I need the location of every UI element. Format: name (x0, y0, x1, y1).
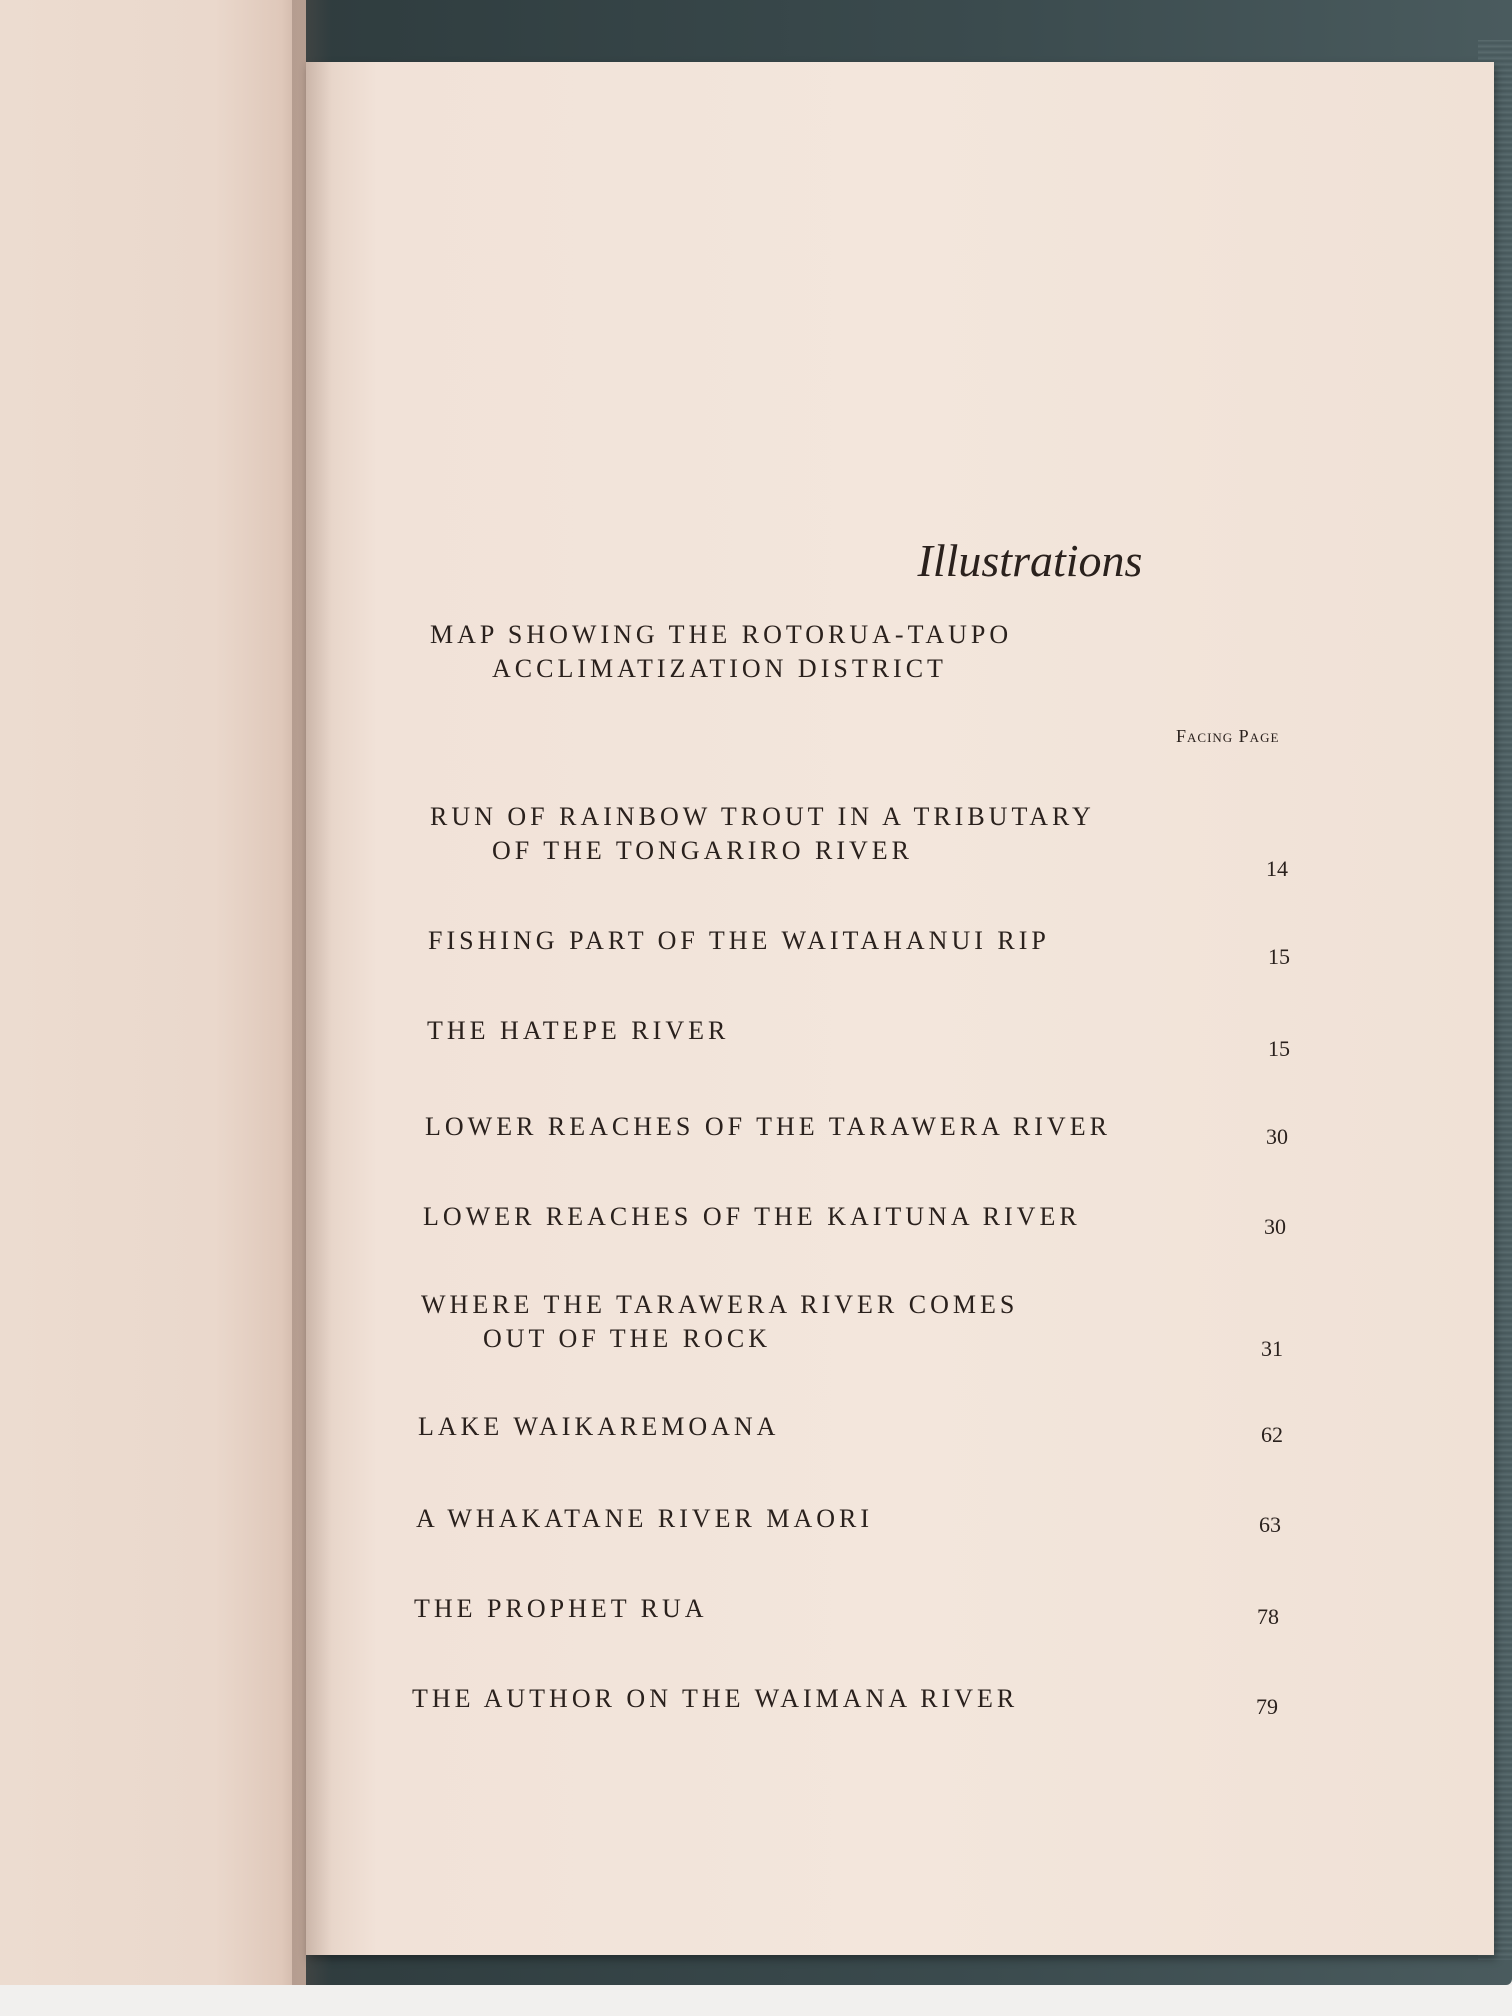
entry-title: LOWER REACHES OF THE KAITUNA RIVER (423, 1202, 1081, 1231)
entry-title-line-1: RUN OF RAINBOW TROUT IN A TRIBUTARY (430, 802, 1095, 831)
entry-title: LAKE WAIKAREMOANA (418, 1412, 780, 1441)
entry-page-number: 15 (1268, 1036, 1290, 1061)
entry-page-number: 63 (1259, 1512, 1281, 1537)
entry-title: LOWER REACHES OF THE TARAWERA RIVER (425, 1112, 1111, 1141)
entry-title: A WHAKATANE RIVER MAORI (416, 1504, 874, 1533)
facing-page-label: Facing Page (1176, 726, 1280, 746)
left-page (0, 0, 306, 2016)
entry-title-line-2: OF THE TONGARIRO RIVER (492, 836, 913, 865)
entry-title: THE HATEPE RIVER (427, 1016, 730, 1045)
entry-page-number: 62 (1261, 1422, 1283, 1447)
map-title (430, 618, 1190, 686)
entry-title-line-1: WHERE THE TARAWERA RIVER COMES (421, 1290, 1019, 1319)
page-gutter-shadow (292, 0, 332, 2016)
right-page (306, 62, 1494, 1955)
entry-title: FISHING PART OF THE WAITAHANUI RIP (428, 926, 1050, 955)
entry-title: THE PROPHET RUA (414, 1594, 708, 1623)
entry-page-number: 15 (1268, 944, 1290, 969)
entry-page-number: 30 (1266, 1124, 1288, 1149)
map-title-line-1: MAP SHOWING THE ROTORUA-TAUPO (430, 620, 1013, 649)
table-surface (0, 1985, 1512, 2016)
entry-title (421, 1288, 1018, 1356)
page-heading: Illustrations (917, 535, 1143, 586)
entry-title-line-2: OUT OF THE ROCK (483, 1324, 772, 1353)
entry-page-number: 30 (1264, 1214, 1286, 1239)
entry-page-number: 79 (1256, 1694, 1278, 1719)
entry-page-number: 31 (1261, 1336, 1283, 1361)
entry-title: THE AUTHOR ON THE WAIMANA RIVER (412, 1684, 1019, 1713)
entry-page-number: 14 (1266, 856, 1288, 881)
entry-page-number: 78 (1257, 1604, 1279, 1629)
map-title-line-2: ACCLIMATIZATION DISTRICT (492, 654, 947, 683)
entry-title (430, 800, 1095, 868)
